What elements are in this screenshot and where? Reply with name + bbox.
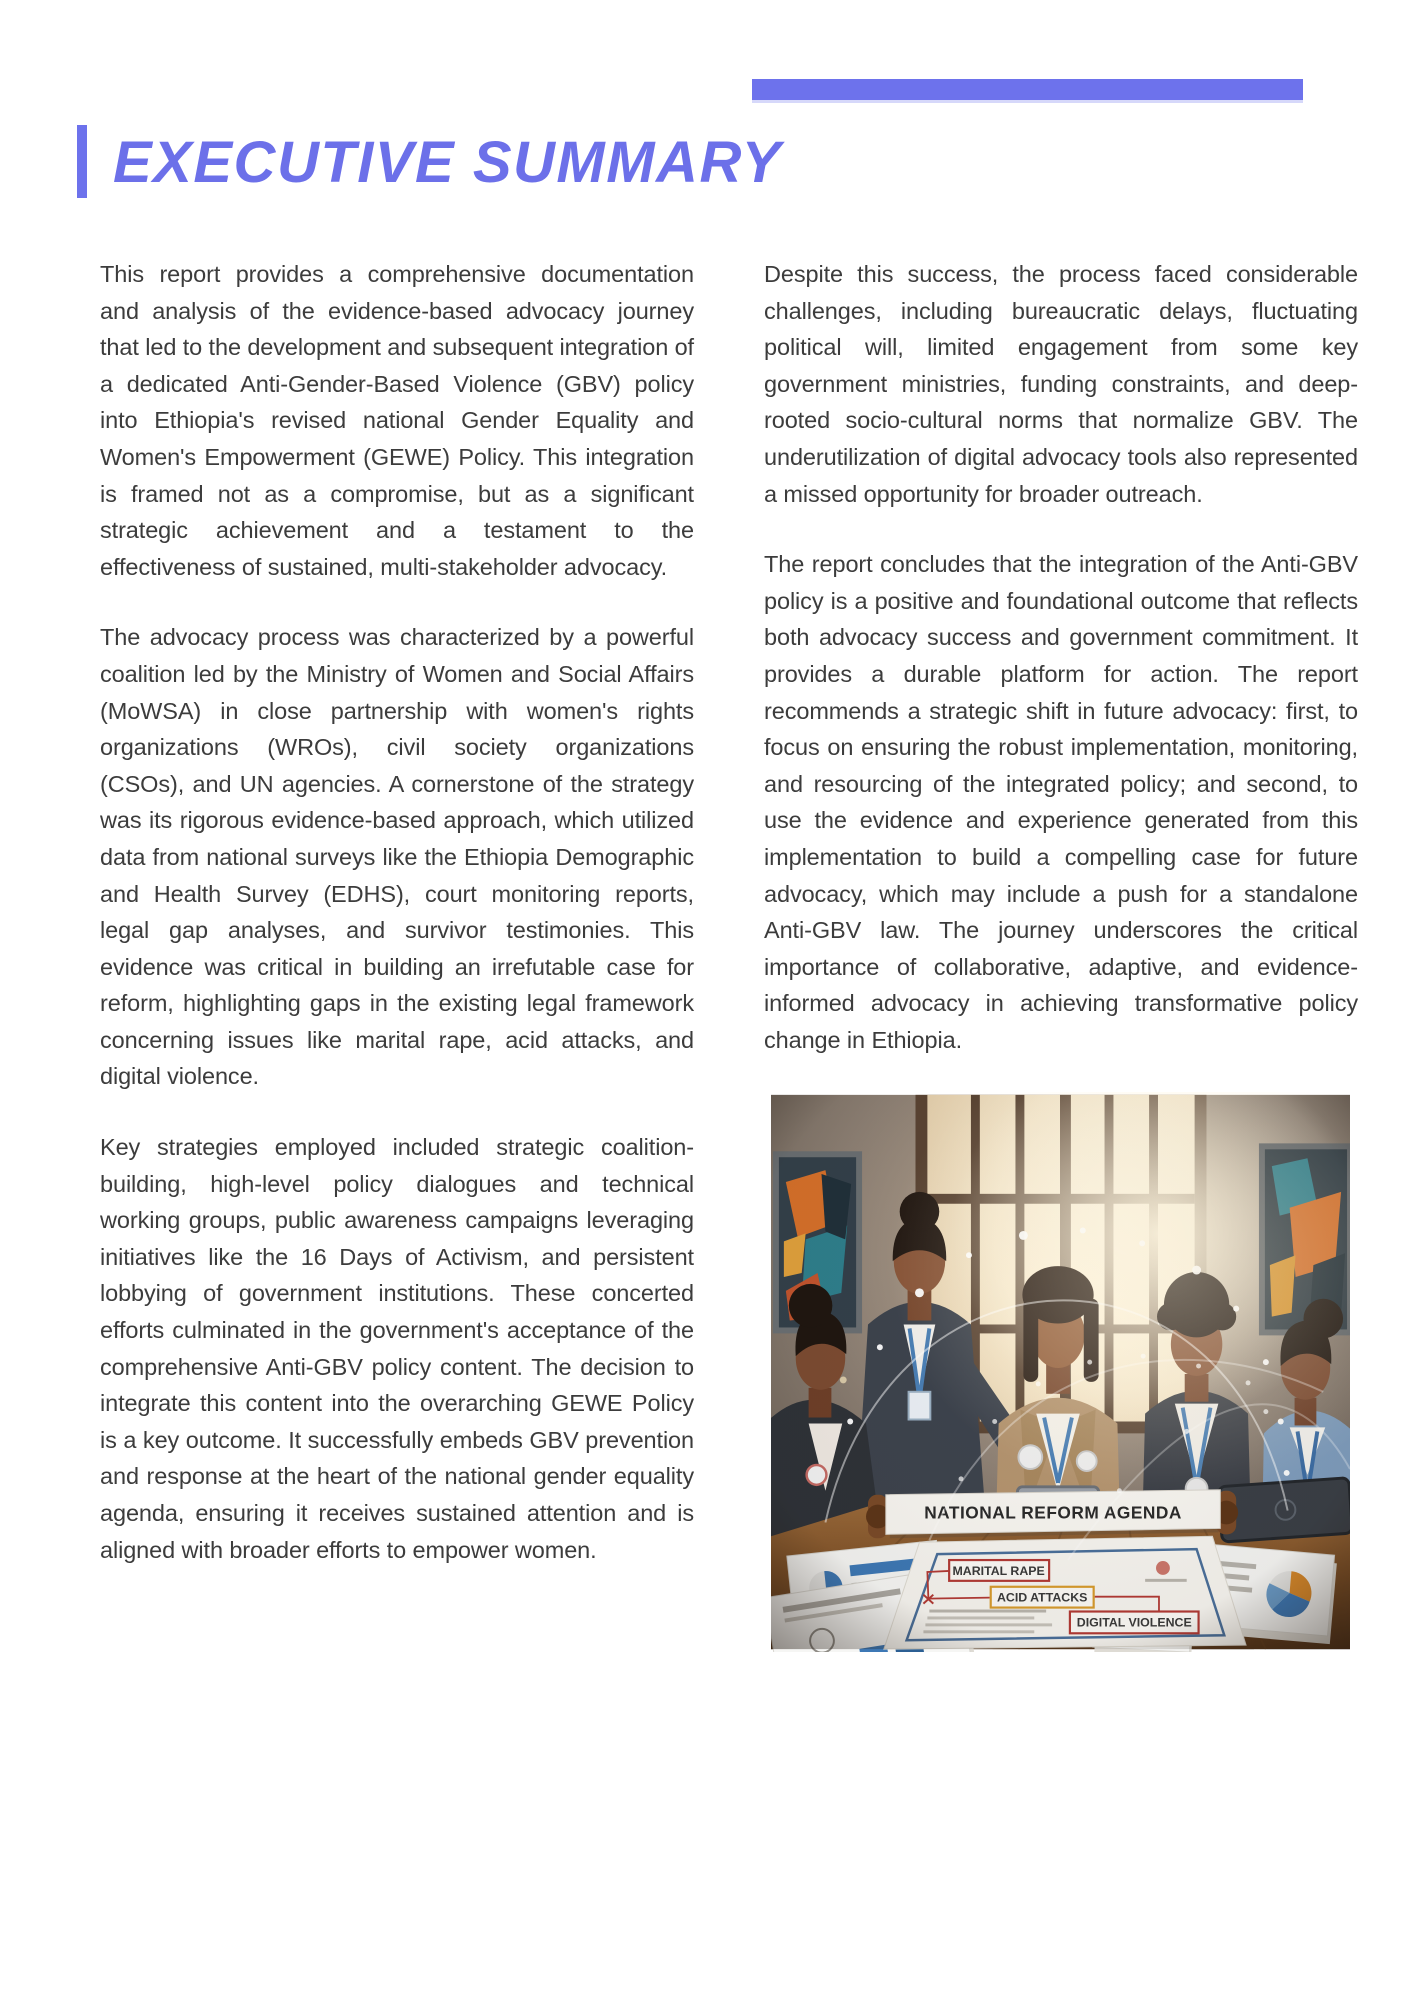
paragraph: This report provides a comprehensive documentation and analysis of the evidence-based advocacy journey that led to the development and subsequent integration of a dedicated Anti-Gender-Based Violence (GBV) policy into Ethiopia's revised national Gender Equality and Women's Empowerment (GEWE) Policy. This integration is framed not as a compromise, but as a significant strategic achievement and a testament to the effectiveness of sustained, multi-stakeholder advocacy. [100, 261, 694, 580]
paragraph: The advocacy process was characterized by a powerful coalition led by the Ministry of Women and Social Affairs (MoWSA) in close partnership with women's rights organizations (WROs), civil society organizations (CSOs), and UN agencies. A cornerstone of the strategy was its rigorous evidence-based approach, which utilized data from national surveys like the Ethiopia Demographic and Health Survey (EDHS), court monitoring reports, legal gap analyses, and survivor testimonies. This evidence was critical in building an irrefutable case for reform, highlighting gaps in the existing legal framework concerning issues like marital rape, acid attacks, and digital violence. [100, 624, 694, 1090]
meeting-photo-illustration [771, 1092, 1350, 1652]
paragraph: Despite this success, the process faced considerable challenges, including bureaucratic delays, fluctuating political will, limited engagement from some key government ministries, funding constraints, and deep-rooted socio-cultural norms that normalize GBV. The underutilization of digital advocacy tools also represented a missed opportunity for broader outreach. [764, 261, 1358, 507]
title-accent-bar [77, 125, 87, 198]
page-title: EXECUTIVE SUMMARY [113, 130, 782, 195]
paragraph: The report concludes that the integration of the Anti-GBV policy is a positive and foundational outcome that reflects both advocacy success and government commitment. It provides a durable platform for action. The report recommends a strategic shift in future advocacy: first, to focus on ensuring the robust implementation, monitoring, and resourcing of the integrated policy; and second, to use the evidence and experience generated from this implementation to build a compelling case for future advocacy, which may include a push for a standalone Anti-GBV law. The journey underscores the critical importance of collaborative, adaptive, and evidence-informed advocacy in achieving transformative policy change in Ethiopia. [764, 551, 1358, 1053]
left-text-column [100, 256, 694, 1602]
section-header [77, 125, 782, 198]
meeting-photo [771, 1092, 1350, 1652]
vignette-overlay [771, 1095, 1350, 1649]
paragraph: Key strategies employed included strategic coalition-building, high-level policy dialogues and technical working groups, public awareness campaigns leveraging initiatives like the 16 Days of Activism, and persistent lobbying of government institutions. These concerted efforts culminated in the government's acceptance of the comprehensive Anti-GBV policy content. The decision to integrate this content into the overarching GEWE Policy is a key outcome. It successfully embeds GBV prevention and response at the heart of the national gender equality agenda, ensuring it receives sustained attention and is aligned with broader efforts to empower women. [100, 1134, 694, 1563]
right-text-column [764, 256, 1358, 1652]
top-accent-bar [752, 79, 1303, 100]
